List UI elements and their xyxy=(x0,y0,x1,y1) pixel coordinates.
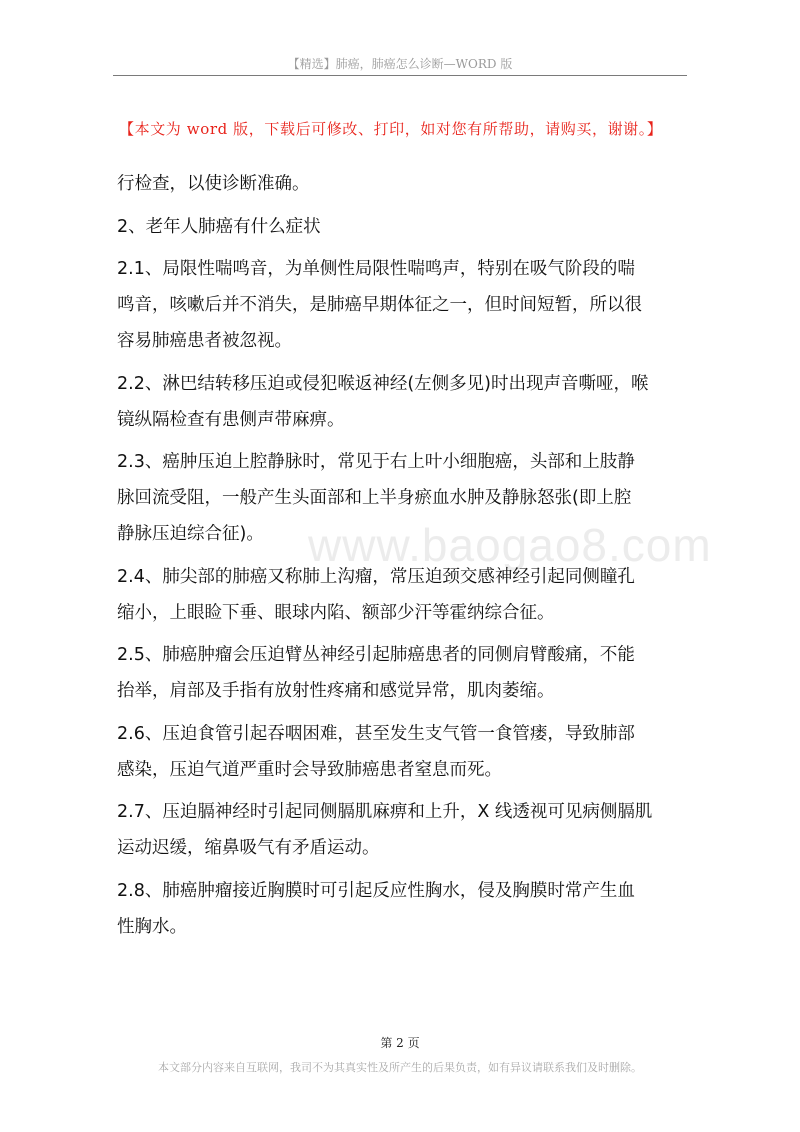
text-line: 2.4、肺尖部的肺癌又称肺上沟瘤，常压迫颈交感神经引起同侧瞳孔 xyxy=(117,566,635,587)
header-divider xyxy=(113,75,687,76)
paragraph-2-1 xyxy=(117,251,687,359)
text-line: 2.1、局限性喘鸣音，为单侧性局限性喘鸣声，特别在吸气阶段的喘 xyxy=(117,259,635,279)
paragraph-2-3 xyxy=(117,444,687,552)
paragraph-2-4 xyxy=(117,559,687,631)
text-line: 2.2、淋巴结转移压迫或侵犯喉返神经(左侧多见)时出现声音嘶哑，喉 xyxy=(117,373,649,394)
paragraph-2-2 xyxy=(117,366,687,438)
text-line: 2、老年人肺癌有什么症状 xyxy=(117,216,321,237)
text-line: 2.3、癌肿压迫上腔静脉时，常见于右上叶小细胞癌，头部和上肢静 xyxy=(117,452,635,472)
text-line: 镜纵隔检查有患侧声带麻痹。 xyxy=(117,409,345,430)
paragraph-2-7 xyxy=(117,794,687,866)
purchase-notice: 【本文为 word 版，下载后可修改、打印，如对您有所帮助，请购买，谢谢。】 xyxy=(119,120,663,138)
text-line: 性胸水。 xyxy=(117,916,187,937)
text-line: 2.6、压迫食管引起吞咽困难，甚至发生支气管一食管瘘，导致肺部 xyxy=(117,723,635,744)
paragraph-intro xyxy=(117,166,687,202)
document-body xyxy=(117,166,687,951)
paragraph-2-8 xyxy=(117,873,687,945)
section-heading xyxy=(117,209,687,245)
text-line: 行检查，以使诊断准确。 xyxy=(117,174,310,194)
text-line: 感染，压迫气道严重时会导致肺癌患者窒息而死。 xyxy=(117,759,502,780)
page-header: 【精选】肺癌，肺癌怎么诊断—WORD 版 xyxy=(287,57,513,71)
watermark: www.baogao8.com xyxy=(308,519,712,571)
page-number: 第 2 页 xyxy=(380,1036,420,1050)
text-line: 2.7、压迫膈神经时引起同侧膈肌麻痹和上升，X 线透视可见病侧膈肌 xyxy=(117,802,653,822)
text-line: 运动迟缓，缩鼻吸气有矛盾运动。 xyxy=(117,838,380,858)
text-line: 静脉压迫综合征)。 xyxy=(117,524,264,544)
text-line: 抬举，肩部及手指有放射性疼痛和感觉异常，肌肉萎缩。 xyxy=(117,681,555,701)
text-line: 脉回流受阻，一般产生头面部和上半身瘀血水肿及静脉怒张(即上腔 xyxy=(117,488,632,508)
paragraph-2-5 xyxy=(117,637,687,709)
text-line: 2.8、肺癌肿瘤接近胸膜时可引起反应性胸水，侵及胸膜时常产生血 xyxy=(117,880,635,901)
text-line: 容易肺癌患者被忽视。 xyxy=(117,331,292,351)
text-line: 缩小，上眼睑下垂、眼球内陷、额部少汗等霍纳综合征。 xyxy=(117,602,555,623)
paragraph-2-6 xyxy=(117,716,687,788)
text-line: 2.5、肺癌肿瘤会压迫臂丛神经引起肺癌患者的同侧肩臂酸痛，不能 xyxy=(117,645,635,665)
text-line: 鸣音，咳嗽后并不消失，是肺癌早期体征之一，但时间短暂，所以很 xyxy=(117,295,642,315)
page-footer-disclaimer: 本文部分内容来自互联网，我司不为其真实性及所产生的后果负责，如有异议请联系我们及时删除。 xyxy=(158,1061,642,1074)
